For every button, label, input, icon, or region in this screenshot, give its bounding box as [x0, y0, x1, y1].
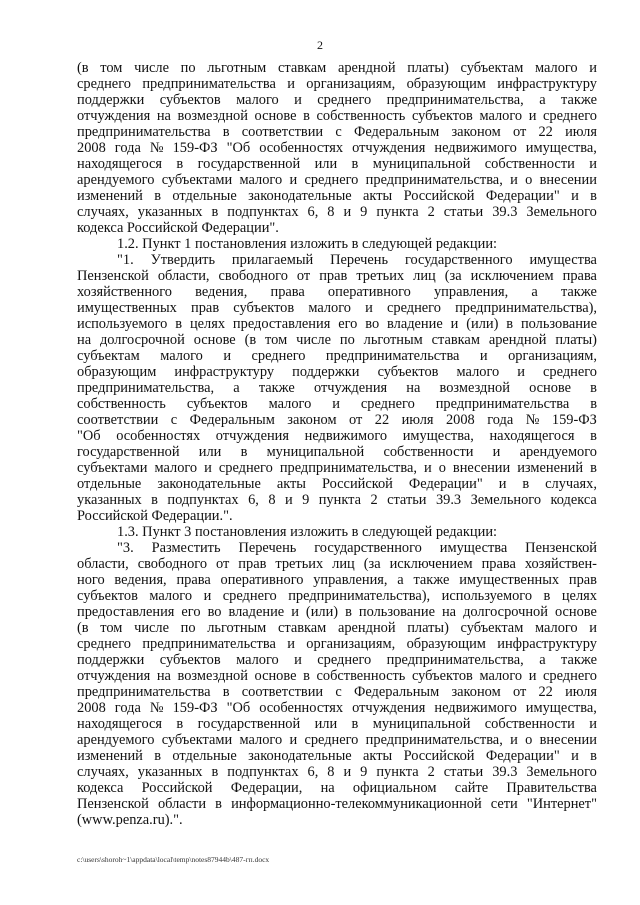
- text-line: 1.2. Пункт 1 постановления изложить в следующей редакции:: [117, 236, 498, 252]
- text-line: поддержки субъектов малого и среднего предпринимательства, а также: [77, 92, 597, 108]
- text-line: изменений в отдельные законодательные акты Российской Федерации" и в: [77, 188, 597, 204]
- text-line: арендуемого субъектами малого и среднего предпринимательства, и о внесении: [77, 172, 597, 188]
- text-line: используемого в целях предоставления его во владение и (или) в пользование: [77, 316, 597, 332]
- text-line: "1. Утвердить прилагаемый Перечень государственного имущества: [117, 252, 597, 268]
- text-line: указанных в подпунктах 6, 8 и 9 пункта 2 статьи 39.3 Земельного кодекса: [77, 492, 597, 508]
- text-line: (www.penza.ru).".: [77, 812, 183, 828]
- text-line: 2008 года № 159-ФЗ "Об особенностях отчуждения недвижимого имущества,: [77, 140, 597, 156]
- text-line: случаях, указанных в подпунктах 6, 8 и 9 пункта 2 статьи 39.3 Земельного: [77, 204, 597, 220]
- text-line: случаях, указанных в подпунктах 6, 8 и 9 пункта 2 статьи 39.3 Земельного: [77, 764, 597, 780]
- text-line: хозяйственного ведения, права оперативного управления, а также: [77, 284, 597, 300]
- text-line: области, свободного от прав третьих лиц (за исключением права хозяйствен-: [77, 556, 597, 572]
- text-line: кодекса Российской Федерации, на официальном сайте Правительства: [77, 780, 597, 796]
- text-line: среднего предпринимательства и организациям, образующим инфраструктуру: [77, 76, 597, 92]
- text-line: субъектов малого и среднего предпринимательства), используемого в целях: [77, 588, 597, 604]
- body-text: [77, 60, 597, 828]
- text-line: соответствии с Федеральным законом от 22 июля 2008 года № 159-ФЗ: [77, 412, 597, 428]
- text-line: отчуждения на возмездной основе в собственность субъектов малого и среднего: [77, 668, 597, 684]
- text-line: предпринимательства в соответствии с Федеральным законом от 22 июля: [77, 684, 597, 700]
- text-line: (в том числе по льготным ставкам арендной платы) субъектам малого и: [77, 60, 597, 76]
- text-line: предпринимательства, а также отчуждения на возмездной основе в: [77, 380, 597, 396]
- text-line: 2008 года № 159-ФЗ "Об особенностях отчуждения недвижимого имущества,: [77, 700, 597, 716]
- text-line: отчуждения на возмездной основе в собственность субъектов малого и среднего: [77, 108, 597, 124]
- text-line: поддержки субъектов малого и среднего предпринимательства, а также: [77, 652, 597, 668]
- text-line: Российской Федерации.".: [77, 508, 233, 524]
- text-line: собственность субъектов малого и среднего предпринимательства в: [77, 396, 597, 412]
- text-line: образующим инфраструктуру поддержки субъектов малого и среднего: [77, 364, 597, 380]
- page-number: 2: [317, 38, 323, 52]
- text-line: "3. Разместить Перечень государственного имущества Пензенской: [117, 540, 597, 556]
- text-line: находящегося в государственной или в муниципальной собственности и: [77, 716, 597, 732]
- footer-file-path: c:\users\shoroh~1\appdata\local\temp\notes87944b\487-гп.docx: [77, 855, 270, 864]
- text-line: Пензенской области, свободного от прав третьих лиц (за исключением права: [77, 268, 597, 284]
- text-line: среднего предпринимательства и организациям, образующим инфраструктуру: [77, 636, 597, 652]
- text-line: на долгосрочной основе (в том числе по льготным ставкам арендной платы): [77, 332, 597, 348]
- text-line: арендуемого субъектами малого и среднего предпринимательства, и о внесении: [77, 732, 597, 748]
- text-line: отдельные законодательные акты Российской Федерации" и в случаях,: [77, 476, 597, 492]
- text-line: государственной или в муниципальной собственности и арендуемого: [77, 444, 597, 460]
- text-line: ного ведения, права оперативного управления, а также имущественных прав: [77, 572, 597, 588]
- text-line: 1.3. Пункт 3 постановления изложить в следующей редакции:: [117, 524, 498, 540]
- text-line: изменений в отдельные законодательные акты Российской Федерации" и в: [77, 748, 597, 764]
- text-line: находящегося в государственной или в муниципальной собственности и: [77, 156, 597, 172]
- text-line: (в том числе по льготным ставкам арендной платы) субъектам малого и: [77, 620, 597, 636]
- text-line: "Об особенностях отчуждения недвижимого имущества, находящегося в: [77, 428, 597, 444]
- text-line: субъектам малого и среднего предпринимательства и организациям,: [77, 348, 597, 364]
- text-line: субъектами малого и среднего предпринимательства, и о внесении изменений в: [77, 460, 597, 476]
- text-line: кодекса Российской Федерации".: [77, 220, 279, 236]
- text-line: предпринимательства в соответствии с Федеральным законом от 22 июля: [77, 124, 597, 140]
- text-line: Пензенской области в информационно-телекоммуникационной сети "Интернет": [77, 796, 597, 812]
- text-line: предоставления его во владение и (или) в пользование на долгосрочной основе: [77, 604, 597, 620]
- text-line: имущественных прав субъектов малого и среднего предпринимательства),: [77, 300, 597, 316]
